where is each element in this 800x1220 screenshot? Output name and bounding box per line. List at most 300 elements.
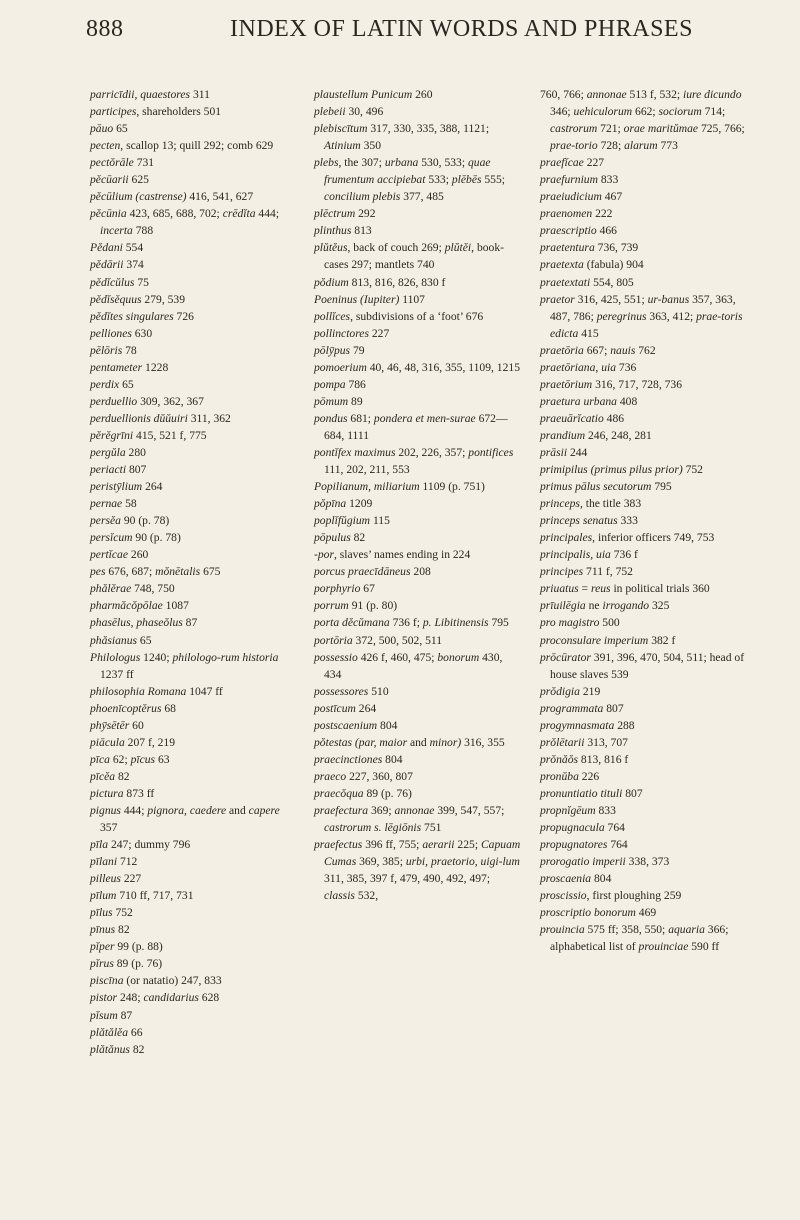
index-headword: peristȳlium [90, 480, 143, 494]
index-entry [540, 700, 758, 717]
index-headword: pentameter [90, 360, 143, 374]
index-locator: 1240; [140, 650, 173, 664]
index-locator: 554 [122, 241, 144, 255]
index-headword: prīuilēgia [540, 599, 586, 613]
index-locator: 1209 [346, 497, 373, 511]
index-headword: castrorum s. lēgiōnis [324, 821, 422, 835]
index-headword: pīla [90, 838, 109, 852]
index-locator: 530, 533; [418, 156, 468, 170]
index-headword: pĭper [90, 940, 115, 954]
index-entry [90, 103, 296, 120]
index-entry [314, 205, 522, 222]
index-headword: alarum [624, 139, 658, 153]
index-locator: 590 ff [688, 940, 720, 954]
index-entry [540, 478, 758, 495]
index-entry [90, 342, 296, 359]
index-locator: 764 [604, 821, 625, 835]
index-headword: pronuntiatio tituli [540, 786, 623, 800]
index-locator: 752 [112, 906, 133, 920]
index-entry [314, 342, 522, 359]
index-headword: progymnasmata [540, 718, 615, 732]
index-columns [90, 86, 770, 1206]
index-entry [90, 870, 296, 887]
index-entry [540, 359, 758, 376]
index-column-2 [314, 86, 522, 904]
index-entry [90, 239, 296, 256]
index-entry [540, 529, 758, 546]
index-locator: 728; [597, 139, 625, 153]
index-headword: pĕrĕgrīni [90, 428, 134, 442]
index-entry [314, 512, 522, 529]
index-entry [90, 461, 296, 478]
index-locator: 486 [603, 411, 625, 425]
index-headword: princeps [540, 497, 580, 511]
index-headword: primus pālus secutorum [540, 480, 652, 494]
index-locator: 82 [129, 1042, 145, 1056]
index-entry [90, 802, 296, 836]
index-locator: 65 [113, 122, 128, 136]
index-locator: 773 [657, 139, 678, 153]
index-headword: pergŭla [90, 445, 126, 459]
index-headword: pertĭcae [90, 548, 128, 562]
index-locator: 60 [129, 718, 144, 732]
index-entry [540, 256, 758, 273]
index-locator: 222 [592, 207, 613, 221]
index-locator: 748, 750 [131, 582, 175, 596]
index-entry [314, 444, 522, 478]
index-locator: , book-cases 297; mantlets 740 [324, 241, 504, 272]
index-headword: urbana [384, 156, 419, 170]
index-headword: phoenīcoptĕrus [90, 701, 162, 715]
index-locator: 87 [117, 1008, 133, 1022]
index-headword: pŏtestas (par, maior [314, 735, 408, 749]
index-entry [540, 768, 758, 785]
index-headword: incerta [100, 224, 133, 238]
index-entry [314, 291, 522, 308]
index-entry [314, 120, 522, 154]
index-entry [314, 308, 522, 325]
index-locator: 813, 816 f [578, 752, 629, 766]
index-entry [90, 188, 296, 205]
index-entry [90, 751, 296, 768]
index-locator: 65 [137, 633, 152, 647]
index-locator: 90 (p. 78) [132, 531, 181, 545]
index-locator: (fabula) 904 [583, 258, 644, 272]
index-headword: pĕdĭtes singulares [90, 309, 174, 323]
index-locator: 58 [122, 497, 137, 511]
index-locator: 333 [617, 514, 638, 528]
index-locator: 219 [579, 684, 601, 698]
index-headword: praetor [540, 292, 575, 306]
index-headword: pĕdārii [90, 258, 124, 272]
index-headword: poplĭfŭgium [314, 514, 371, 528]
index-entry [90, 649, 296, 683]
index-locator: and [226, 803, 249, 817]
index-locator: 207 f, 219 [124, 735, 176, 749]
index-headword: plinthus [314, 224, 352, 238]
index-headword: piscīna [90, 974, 124, 988]
index-headword: crēdĭta [222, 207, 256, 221]
index-headword: classis [324, 889, 355, 903]
index-entry [314, 751, 522, 768]
index-locator: (or natatio) 247, 833 [123, 974, 222, 988]
index-locator: , first ploughing 259 [586, 889, 682, 903]
index-locator: 426 f, 460, 475; [357, 650, 438, 664]
index-headword: perdix [90, 377, 120, 391]
index-entry [540, 188, 758, 205]
index-headword: praetextati [540, 275, 591, 289]
index-entry [540, 512, 758, 529]
index-entry [90, 291, 296, 308]
index-locator: 408 [616, 394, 638, 408]
index-entry [90, 614, 296, 631]
index-headword: praetōrium [540, 377, 593, 391]
index-locator: 309, 362, 367 [137, 394, 204, 408]
index-locator: 325 [649, 599, 670, 613]
index-entry [540, 410, 758, 427]
index-headword: pompa [314, 377, 346, 391]
index-locator: 667; [583, 343, 611, 357]
index-headword: pignora, caedere [147, 803, 227, 817]
index-locator: 430, 434 [324, 650, 503, 681]
index-entry [540, 342, 758, 359]
index-headword: pignus [90, 803, 121, 817]
index-entry [314, 154, 522, 205]
index-headword: Philologus [90, 650, 141, 664]
index-locator: and [407, 735, 430, 749]
index-headword: capere [248, 803, 280, 817]
index-locator: 795 [651, 480, 672, 494]
index-locator: , the title 383 [579, 497, 642, 511]
index-entry [540, 171, 758, 188]
index-entry [540, 239, 758, 256]
index-entry [314, 768, 522, 785]
index-headword: pŏpīna [314, 497, 347, 511]
index-headword: plaustellum Punicum [314, 88, 413, 101]
index-locator: 628 [198, 991, 220, 1005]
index-entry [90, 972, 296, 989]
index-column-3 [540, 86, 758, 955]
index-entry [540, 205, 758, 222]
index-locator: 248; [117, 991, 144, 1005]
index-entry [90, 529, 296, 546]
index-locator: 736 f [610, 548, 638, 562]
index-locator: = [578, 582, 591, 596]
index-headword: pontifices [468, 445, 514, 459]
index-entry [90, 580, 296, 597]
index-headword: pŏdium [314, 275, 349, 289]
index-locator: 1047 ff [186, 684, 223, 698]
index-locator: 280 [125, 445, 146, 459]
index-entry [314, 597, 522, 614]
index-entry [314, 717, 522, 734]
index-entry [540, 921, 758, 955]
index-locator: 466 [596, 224, 617, 238]
index-headword: phăsianus [90, 633, 138, 647]
index-headword: propugnatores [540, 838, 608, 852]
index-headword: portōria [314, 633, 353, 647]
index-locator: 833 [595, 803, 616, 817]
index-entry [90, 853, 296, 870]
index-headword: porphyrio [314, 582, 361, 596]
index-locator: 227 [120, 872, 142, 886]
index-headword: pāuo [90, 122, 114, 136]
index-entry [90, 137, 296, 154]
index-locator: 760, 766; [540, 88, 587, 101]
index-headword: plătănus [90, 1042, 130, 1056]
index-locator: 736, 739 [594, 241, 639, 255]
index-entry [90, 717, 296, 734]
index-locator: 510 [368, 684, 389, 698]
index-headword: praetura urbana [540, 394, 617, 408]
index-locator: 30, 496 [345, 105, 384, 119]
index-headword: praetōria [540, 343, 584, 357]
index-locator: 676, 687; [105, 565, 156, 579]
index-entry [90, 393, 296, 410]
index-headword: proscriptio bonorum [540, 906, 636, 920]
index-headword: castrorum [550, 122, 598, 136]
index-headword: pīlani [90, 855, 118, 869]
index-entry [540, 291, 758, 342]
index-headword: praetexta [540, 258, 584, 272]
index-headword: irrogando [602, 599, 650, 613]
index-locator: 554, 805 [590, 275, 634, 289]
index-entry [314, 563, 522, 580]
index-locator: 40, 46, 48, 316, 355, 1109, 1215 [366, 360, 520, 374]
index-locator: 62; [109, 752, 131, 766]
index-entry [90, 478, 296, 495]
index-locator: 575 ff; 358, 550; [584, 923, 669, 937]
index-locator: 225; [454, 838, 481, 852]
index-headword: annonae [394, 803, 435, 817]
index-locator: 89 (p. 76) [363, 786, 412, 800]
index-locator: 82 [115, 769, 130, 783]
index-entry [540, 461, 758, 478]
index-locator: 467 [601, 190, 623, 204]
index-locator: 813 [351, 224, 372, 238]
index-locator: , subdivisions of a ‘foot’ 676 [350, 309, 484, 323]
index-entry [540, 904, 758, 921]
index-headword: persĕa [90, 514, 121, 528]
index-headword: parricīdii, quaestores [90, 88, 191, 101]
index-headword: praenomen [540, 207, 593, 221]
index-headword: urbi, praetorio, uigi-lum [405, 855, 520, 869]
index-entry [314, 86, 522, 103]
index-locator: 415, 521 f, 775 [133, 428, 207, 442]
index-locator: 374 [123, 258, 144, 272]
index-entry [90, 785, 296, 802]
index-entry [540, 597, 758, 614]
index-entry [540, 546, 758, 563]
index-headword: pecten [90, 139, 121, 153]
index-entry [90, 171, 296, 188]
index-headword: plŭtĕus [314, 241, 348, 255]
index-headword: pēlōris [90, 343, 123, 357]
index-headword: perduellionis dŭŭuiri [90, 411, 188, 425]
index-locator: 764 [607, 838, 628, 852]
index-headword: candidarius [143, 991, 199, 1005]
index-entry [314, 103, 522, 120]
index-locator: 67 [360, 582, 375, 596]
index-headword: praeuārĭcatio [540, 411, 604, 425]
index-headword: -por [314, 548, 334, 562]
index-locator: 712 [117, 855, 138, 869]
index-entry [314, 785, 522, 802]
index-headword: postīcum [314, 701, 356, 715]
index-headword: principalis, uia [540, 548, 611, 562]
index-entry [314, 529, 522, 546]
index-headword: sociorum [658, 105, 702, 119]
index-entry [90, 120, 296, 137]
index-entry [90, 546, 296, 563]
index-locator: 317, 330, 335, 388, 1121; [367, 122, 490, 136]
index-entry [540, 751, 758, 768]
index-entry [540, 734, 758, 751]
index-headword: pilleus [90, 872, 121, 886]
index-locator: 208 [410, 565, 431, 579]
running-title: INDEX OF LATIN WORDS AND PHRASES [230, 16, 693, 42]
index-entry [90, 512, 296, 529]
index-headword: pollĭces [314, 309, 351, 323]
index-entry [90, 308, 296, 325]
index-headword: pĕdĭcŭlus [90, 275, 135, 289]
index-locator: 82 [350, 531, 366, 545]
index-locator: 786 [345, 377, 366, 391]
index-entry [314, 410, 522, 444]
index-locator: 804 [382, 752, 403, 766]
index-locator: 804 [377, 718, 398, 732]
index-locator: 833 [597, 173, 619, 187]
index-entry [540, 853, 758, 870]
index-entry [90, 597, 296, 614]
index-locator: 316, 717, 728, 736 [592, 377, 683, 391]
index-headword: reus [591, 582, 611, 596]
index-headword: phasēlus, phaseŏlus [90, 616, 183, 630]
index-entry [540, 870, 758, 887]
index-locator: 807 [126, 463, 147, 477]
index-locator: 111, 202, 211, 553 [324, 463, 410, 477]
index-headword: pomoerium [314, 360, 367, 374]
index-locator: 725, 766; [698, 122, 745, 136]
index-headword: pes [90, 565, 106, 579]
index-locator: 65 [119, 377, 134, 391]
index-locator: 115 [370, 514, 390, 528]
page-header [0, 0, 800, 78]
index-headword: pelliones [90, 326, 132, 340]
index-locator: 260 [412, 88, 433, 101]
index-entry [540, 376, 758, 393]
index-entry [540, 495, 758, 512]
index-locator: 1237 ff [100, 667, 134, 681]
index-locator: ne [585, 599, 603, 613]
index-headword: proscissio [540, 889, 587, 903]
index-locator: 672—684, 1111 [324, 411, 508, 442]
index-headword: possessio [314, 650, 358, 664]
index-entry [90, 1024, 296, 1041]
index-entry [90, 938, 296, 955]
index-locator: , the 307; [338, 156, 385, 170]
index-locator: 1109 (p. 751) [419, 480, 485, 494]
index-locator: 264 [355, 701, 377, 715]
index-locator: 82 [115, 923, 130, 937]
index-entry [314, 632, 522, 649]
index-entry [540, 802, 758, 819]
index-headword: principales [540, 531, 593, 545]
index-locator: 226 [578, 769, 600, 783]
index-locator: 264 [142, 480, 163, 494]
index-headword: pernae [90, 497, 123, 511]
index-entry [90, 989, 296, 1006]
index-headword: porcus praecīdāneus [314, 565, 411, 579]
index-locator: 444; [255, 207, 280, 221]
index-entry [90, 683, 296, 700]
index-entry [314, 274, 522, 291]
index-locator: 87 [182, 616, 198, 630]
index-locator: 78 [122, 343, 137, 357]
index-locator: 675 [200, 565, 221, 579]
index-headword: pondera et men-surae [373, 411, 476, 425]
index-headword: praefĭcae [540, 156, 584, 170]
index-headword: prorogatio imperii [540, 855, 626, 869]
index-headword: pronŭba [540, 769, 579, 783]
index-locator: , slaves’ names ending in 224 [333, 548, 471, 562]
index-entry [90, 495, 296, 512]
index-locator: in political trials 360 [610, 582, 710, 596]
index-headword: praefurnium [540, 173, 598, 187]
index-locator: 423, 685, 688, 702; [126, 207, 223, 221]
index-headword: Atinium [324, 139, 361, 153]
index-locator: 513 f, 532; [626, 88, 683, 101]
index-entry [314, 495, 522, 512]
index-headword: peregrinus [596, 309, 647, 323]
index-headword: prāsii [540, 445, 568, 459]
index-headword: quae frumentum accipiebat [324, 156, 491, 187]
index-entry [314, 393, 522, 410]
index-headword: praeiudicium [540, 190, 602, 204]
index-headword: pro magistro [540, 616, 600, 630]
index-headword: pīca [90, 752, 110, 766]
index-entry [314, 700, 522, 717]
index-headword: phălĕrae [90, 582, 132, 596]
index-headword: pontĭfex maximus [314, 445, 396, 459]
index-entry [90, 86, 296, 103]
index-locator: 1228 [142, 360, 169, 374]
index-entry [90, 376, 296, 393]
index-headword: pectŏrāle [90, 156, 134, 170]
index-headword: pīcĕa [90, 769, 116, 783]
index-headword: philosophia Romana [90, 684, 187, 698]
index-headword: principes [540, 565, 584, 579]
index-headword: pĕdĭsĕquus [90, 292, 142, 306]
index-locator: 1107 [399, 292, 425, 306]
index-entry [540, 683, 758, 700]
index-locator: 68 [161, 701, 176, 715]
index-entry [90, 256, 296, 273]
index-headword: participes [90, 105, 137, 119]
index-entry [314, 649, 522, 683]
index-headword: Capuam Cumas [324, 838, 521, 869]
index-entry [314, 802, 522, 836]
index-locator: 469 [635, 906, 657, 920]
index-locator: 369, 385; [356, 855, 406, 869]
index-entry [540, 632, 758, 649]
index-locator: 711 f, 752 [583, 565, 633, 579]
index-entry [90, 563, 296, 580]
index-entry [314, 376, 522, 393]
index-locator: 807 [603, 701, 624, 715]
index-headword: pōlȳpus [314, 343, 351, 357]
index-locator: 736 f; [389, 616, 423, 630]
